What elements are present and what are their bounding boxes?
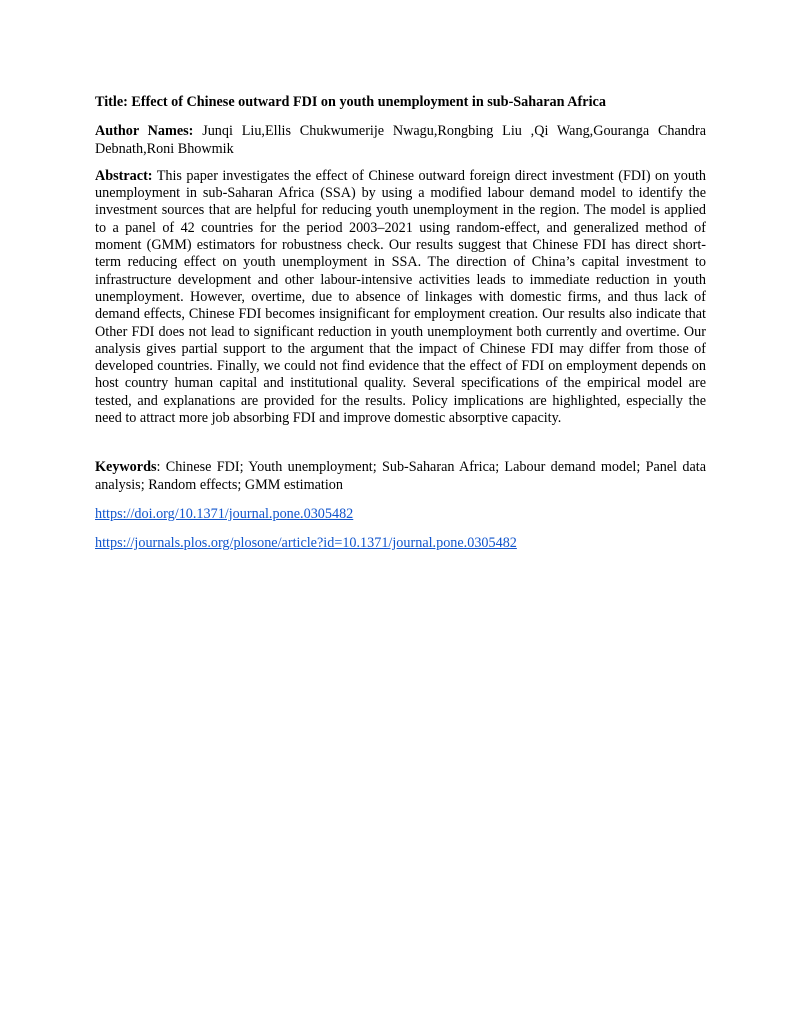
plos-article-link[interactable]: https://journals.plos.org/plosone/article?id=10.1371/journal.pone.0305482 bbox=[95, 534, 517, 551]
keywords-label: Keywords bbox=[95, 459, 157, 476]
abstract-label: Abstract: bbox=[95, 167, 153, 184]
authors-text: Junqi Liu,Ellis Chukwumerije Nwagu,Rongbing Liu ,Qi Wang,Gouranga Chandra Debnath,Roni Bhowmik bbox=[95, 123, 707, 157]
paper-title bbox=[95, 94, 706, 111]
authors-label: Author Names: bbox=[95, 123, 194, 140]
abstract-text: This paper investigates the effect of Chinese outward foreign direct investment (FDI) on youth unemployment in sub-Saharan Africa (SSA) by using a modified labour demand model to identify the investment sources that are helpful for reducing youth unemployment in the region. The model is applied to a panel of 42 countries for the period 2003–2021 using random-effect, and generalized method of moment (GMM) estimators for robustness check. Our results suggest that Chinese FDI has direct short-term reducing effect on youth unemployment in SSA. The direction of China’s capital investment to infrastructure development and other labour-intensive activities leads to immediate reduction in youth unemployment. However, overtime, due to absence of linkages with domestic firms, and thus lack of demand effects, Chinese FDI becomes insignificant for employment creation. Our results also indicate that Other FDI does not lead to significant reduction in youth unemployment both currently and overtime. Our analysis gives partial support to the argument that the impact of Chinese FDI may differ from those of developed countries. Finally, we could not find evidence that the effect of FDI on employment depends on host country human capital and institutional quality. Several specifications of the empirical model are tested, and explanations are provided for the results. Policy implications are highlighted, especially the need to attract more job absorbing FDI and improve domestic absorptive capacity. bbox=[95, 167, 706, 427]
keywords-text: Chinese FDI; Youth unemployment; Sub-Saharan Africa; Labour demand model; Panel data analysis; Random effects; GMM estimation bbox=[95, 459, 707, 493]
doi-link[interactable]: https://doi.org/10.1371/journal.pone.0305482 bbox=[95, 505, 354, 522]
title-text: Effect of Chinese outward FDI on youth unemployment in sub-Saharan Africa bbox=[131, 94, 606, 110]
authors-paragraph bbox=[95, 123, 706, 158]
document-content bbox=[95, 94, 706, 552]
title-label: Title: bbox=[95, 94, 128, 110]
keywords-separator: : bbox=[156, 459, 161, 476]
abstract-paragraph bbox=[95, 168, 706, 427]
keywords-paragraph bbox=[95, 459, 706, 494]
